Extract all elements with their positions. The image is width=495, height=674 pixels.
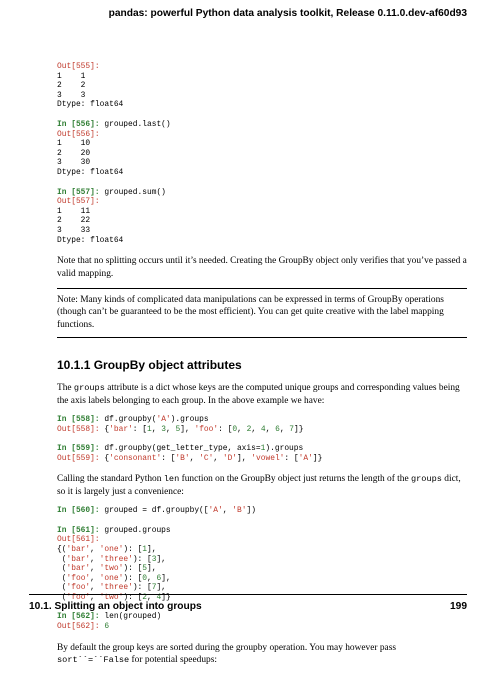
code-line xyxy=(57,236,467,246)
text-span: no splitting occurs xyxy=(93,256,164,267)
code-line xyxy=(57,415,467,425)
text-span: 3 xyxy=(151,554,157,564)
code-line xyxy=(57,555,467,565)
text-span: ( xyxy=(57,573,67,583)
section-heading: 10.1.1 GroupBy object attributes xyxy=(57,358,242,373)
code-line xyxy=(57,91,467,101)
text-span: : [ xyxy=(284,453,299,463)
code-line xyxy=(57,216,467,226)
text-span: ], xyxy=(147,544,157,554)
output-prompt: Out[555]: xyxy=(57,62,100,71)
text-span: : [ xyxy=(132,424,148,434)
text-span: df.groupby( xyxy=(104,414,157,424)
text-span: grouped.last() xyxy=(104,119,171,129)
text-span: grouped.sum() xyxy=(104,187,166,197)
code-line xyxy=(57,454,467,464)
text-span: grouped = df.groupby([ xyxy=(104,506,209,516)
code-block xyxy=(57,506,467,516)
paragraph xyxy=(57,642,467,667)
code-line xyxy=(57,425,467,435)
page-content xyxy=(57,62,467,674)
text-span: 7 xyxy=(151,583,157,593)
output-prompt: Out[558]: xyxy=(57,424,105,434)
text-span: 'two' xyxy=(99,592,124,602)
text-span: 'one' xyxy=(99,573,124,583)
text-span: 'bar' xyxy=(66,564,91,574)
input-prompt: In [558]: xyxy=(57,414,105,424)
text-span: 'foo' xyxy=(66,583,91,593)
text-span: 6 xyxy=(104,622,110,632)
text-span: 1 10 xyxy=(57,139,91,149)
text-span: 2 22 xyxy=(57,216,91,226)
text-span: { xyxy=(104,424,110,434)
output-prompt: Out[557]: xyxy=(57,197,100,207)
code-line xyxy=(57,545,467,555)
text-span: Dtype: float64 xyxy=(57,167,124,177)
input-prompt: In [561]: xyxy=(57,525,105,535)
input-prompt: In [556]: xyxy=(57,119,105,129)
text-span: , xyxy=(90,583,100,593)
text-span: ]} xyxy=(294,424,304,434)
text-span: , xyxy=(151,424,162,434)
text-span: df.groupby(get_letter_type, axis= xyxy=(104,444,261,454)
text-span: ], xyxy=(156,554,166,564)
footer-section-title: 10.1. Splitting an object into groups xyxy=(29,601,202,612)
text-span: Calling the standard Python xyxy=(57,474,164,485)
text-span: , xyxy=(251,424,261,434)
code-line xyxy=(57,622,467,632)
code-line xyxy=(57,506,467,516)
output-prompt: Out[561]: xyxy=(57,535,100,545)
paragraph xyxy=(57,473,467,498)
text-span: 4 xyxy=(260,424,266,434)
text-span: 7 xyxy=(289,424,295,434)
text-span: 'foo' xyxy=(194,424,219,434)
text-span: Note that xyxy=(57,256,94,267)
code-block xyxy=(57,444,467,463)
output-prompt: Out[556]: xyxy=(57,129,100,139)
text-span: grouped.groups xyxy=(104,525,171,535)
text-span: 1 xyxy=(142,544,148,554)
text-span: 'bar' xyxy=(109,424,133,434)
input-prompt: In [557]: xyxy=(57,187,105,197)
text-span: ], xyxy=(180,424,195,434)
text-span: 'two' xyxy=(99,564,124,574)
code-line xyxy=(57,62,467,72)
inline-code: sort``=``False xyxy=(57,655,130,666)
text-span: , xyxy=(237,424,247,434)
output-prompt: Out[559]: xyxy=(57,453,105,463)
text-span: 'one' xyxy=(99,544,124,554)
code-block xyxy=(57,120,467,178)
text-span: 1 11 xyxy=(57,206,91,216)
text-span: 'bar' xyxy=(66,544,91,554)
code-line xyxy=(57,535,467,545)
text-span: 2 xyxy=(142,592,148,602)
code-block xyxy=(57,612,467,631)
text-span: ], xyxy=(147,564,157,574)
text-span: 3 30 xyxy=(57,158,91,168)
text-span: 'foo' xyxy=(66,573,91,583)
text-span: 'A' xyxy=(208,506,223,516)
text-span: , xyxy=(90,592,100,602)
text-span: 'B' xyxy=(232,506,247,516)
text-span: : [ xyxy=(161,453,176,463)
code-line xyxy=(57,564,467,574)
text-span: 2 2 xyxy=(57,81,86,91)
code-line xyxy=(57,139,467,149)
text-span: ], xyxy=(237,453,252,463)
output-prompt: Out[562]: xyxy=(57,622,105,632)
text-span: attribute is a dict whose keys are the computed unique groups and corresponding values being the axis labels belonging to each group. In the above example we have: xyxy=(57,383,460,406)
text-span: , xyxy=(189,453,200,463)
text-span: 6 xyxy=(275,424,280,434)
text-span: The xyxy=(57,383,74,394)
text-span: ( xyxy=(57,583,67,593)
text-span: Note: xyxy=(57,294,78,305)
text-span: ( xyxy=(57,554,67,564)
text-span: function on the GroupBy object just returns the length of the xyxy=(179,474,411,485)
text-span: , xyxy=(213,453,223,463)
code-line xyxy=(57,130,467,140)
text-span: 5 xyxy=(142,564,148,574)
text-span: ): [ xyxy=(123,544,143,554)
code-line xyxy=(57,612,467,622)
text-span: ): [ xyxy=(123,592,143,602)
code-block xyxy=(57,62,467,110)
text-span: 'B' xyxy=(175,453,190,463)
text-span: len(grouped) xyxy=(104,612,162,622)
text-span: Dtype: float64 xyxy=(57,100,124,110)
text-span: ): [ xyxy=(132,554,152,564)
code-line xyxy=(57,168,467,178)
text-span: 0 xyxy=(142,573,148,583)
text-span: ], xyxy=(161,573,171,583)
text-span: 1 1 xyxy=(57,71,86,81)
code-line xyxy=(57,100,467,110)
paragraph xyxy=(57,255,467,280)
inline-code: groups xyxy=(410,474,442,485)
text-span: 'bar' xyxy=(66,554,91,564)
text-span: 'vowel' xyxy=(251,453,285,463)
text-span: ): [ xyxy=(123,573,143,583)
text-span: ]} xyxy=(161,592,171,602)
text-span: ).groups xyxy=(170,414,209,424)
paragraph xyxy=(57,382,467,407)
input-prompt: In [562]: xyxy=(57,612,105,622)
code-line xyxy=(57,583,467,593)
text-span: ).groups xyxy=(265,444,304,454)
text-span: Many kinds of complicated data manipulations can be expressed in terms of GroupBy operations (though can’t be guaranteed to be the most efficient). You can get quite creative with the label mapping functions. xyxy=(57,294,444,330)
text-span: 0 xyxy=(232,424,238,434)
code-line xyxy=(57,120,467,130)
code-line xyxy=(57,188,467,198)
code-line xyxy=(57,197,467,207)
inline-code: groups xyxy=(73,383,105,394)
text-span: 3 xyxy=(161,424,166,434)
text-span: , xyxy=(166,424,176,434)
code-line xyxy=(57,574,467,584)
text-span: 'A' xyxy=(156,414,171,424)
text-span: 'C' xyxy=(199,453,214,463)
text-span: 3 3 xyxy=(57,90,86,100)
text-span: 2 xyxy=(246,424,252,434)
text-span: 'foo' xyxy=(66,592,91,602)
text-span: , xyxy=(90,544,100,554)
text-span: , xyxy=(147,592,157,602)
code-line xyxy=(57,444,467,454)
text-span: 'A' xyxy=(298,453,313,463)
code-line xyxy=(57,207,467,217)
code-line xyxy=(57,149,467,159)
text-span: , xyxy=(279,424,290,434)
text-span: By default the group keys are sorted during the groupby operation. You may however pass xyxy=(57,642,396,653)
text-span: for potential speedups: xyxy=(129,655,217,666)
text-span: 6 xyxy=(156,573,162,583)
running-head: pandas: powerful Python data analysis toolkit, Release 0.11.0.dev-af60d93 xyxy=(108,8,467,19)
code-block xyxy=(57,188,467,246)
text-span: ]} xyxy=(312,453,323,463)
text-span: , xyxy=(265,424,276,434)
text-span: { xyxy=(104,453,110,463)
text-span: , xyxy=(90,564,100,574)
text-span: ): [ xyxy=(123,564,143,574)
text-span: ], xyxy=(156,583,166,593)
text-span: 'consonant' xyxy=(109,453,162,463)
code-block xyxy=(57,526,467,603)
text-span: until it’s needed. Creating the GroupBy object only verifies that you’ve passed a valid mapping. xyxy=(57,256,467,279)
text-span: ]) xyxy=(246,506,256,516)
text-span: 'three' xyxy=(99,583,133,593)
inline-code: len xyxy=(163,474,180,485)
text-span: ): [ xyxy=(132,583,152,593)
text-span: 'D' xyxy=(222,453,238,463)
text-span: {( xyxy=(57,544,67,554)
text-span: 5 xyxy=(175,424,181,434)
text-span: dict, so it is largely just a convenience: xyxy=(57,474,461,497)
text-span: , xyxy=(90,573,100,583)
text-span: 3 33 xyxy=(57,225,91,235)
text-span: , xyxy=(90,554,100,564)
text-span: 1 xyxy=(147,424,152,434)
page-number: 199 xyxy=(450,601,467,612)
code-line xyxy=(57,226,467,236)
note-box xyxy=(57,288,467,338)
text-span: Dtype: float64 xyxy=(57,235,124,245)
text-span: ( xyxy=(57,592,67,602)
code-line xyxy=(57,72,467,82)
code-line xyxy=(57,81,467,91)
text-span: , xyxy=(222,506,233,516)
text-span: 1 xyxy=(260,444,266,454)
text-span: , xyxy=(147,573,157,583)
text-span: 2 20 xyxy=(57,148,91,158)
page-footer xyxy=(29,594,467,612)
code-block xyxy=(57,415,467,434)
text-span: 4 xyxy=(156,592,162,602)
code-line xyxy=(57,526,467,536)
text-span: 'three' xyxy=(99,554,133,564)
text-span: ( xyxy=(57,564,67,574)
input-prompt: In [560]: xyxy=(57,506,105,516)
text-span: : [ xyxy=(218,424,233,434)
input-prompt: In [559]: xyxy=(57,444,105,454)
code-line xyxy=(57,158,467,168)
